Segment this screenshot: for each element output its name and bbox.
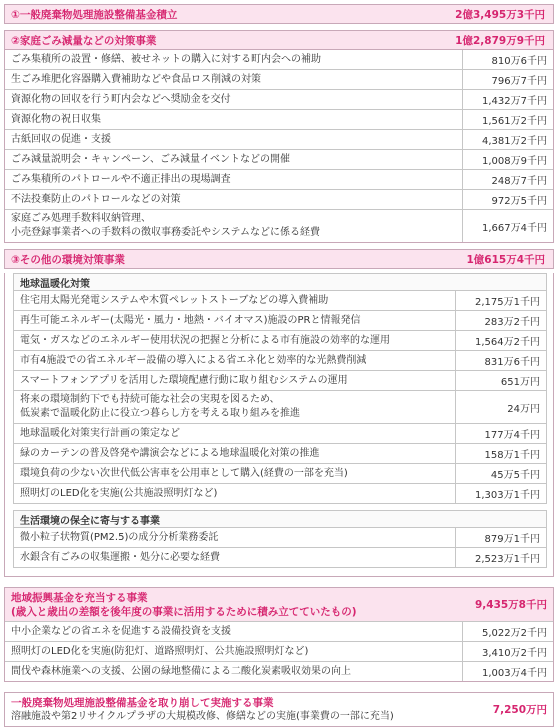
row-amount: 879万1千円 <box>484 534 540 545</box>
group-living-environment <box>13 510 547 568</box>
row-amount: 45万5千円 <box>490 470 540 481</box>
row-label: ごみ集積所のパトロールや不適正排出の現場調査 <box>5 170 463 189</box>
table-row <box>5 622 553 642</box>
section-3-amount: 1億615万4千円 <box>466 253 545 266</box>
section-2-title: ②家庭ごみ減量などの対策事業 <box>11 34 157 47</box>
row-amount: 1,561万2千円 <box>482 116 547 127</box>
row-label: 再生可能エネルギー(太陽光・風力・地熱・バイオマス)施設のPRと情報発信 <box>14 311 456 330</box>
section-3-header <box>4 249 554 269</box>
row-label: 古紙回収の促進・支援 <box>5 130 463 149</box>
row-label-line-2: 小売登録事業者への手数料の徴収事務委託やシステムなどに係る経費 <box>11 227 320 238</box>
section-1-title: ①一般廃棄物処理施設整備基金積立 <box>11 8 178 21</box>
section-4-title <box>5 588 433 621</box>
section-1-header <box>4 4 554 24</box>
section-3 <box>4 249 554 577</box>
section-2 <box>4 30 554 243</box>
row-label-line-1: 将来の環境制約下でも持続可能な社会の実現を図るため、 <box>20 394 280 405</box>
table-row <box>5 642 553 662</box>
row-amount: 177万4千円 <box>484 430 540 441</box>
row-amount: 283万2千円 <box>484 317 540 328</box>
section-5 <box>4 692 554 727</box>
row-amount: 2,523万1千円 <box>475 554 540 565</box>
row-label <box>5 210 463 242</box>
section-2-amount: 1億2,879万9千円 <box>455 34 545 47</box>
budget-document <box>4 4 554 727</box>
row-label: ごみ減量説明会・キャンペーン、ごみ減量イベントなどの開催 <box>5 150 463 169</box>
section-4-title-line-2: (歳入と歳出の差額を後年度の事業に活用するために積み立てていたもの) <box>11 606 357 618</box>
table-row <box>5 662 553 681</box>
row-amount: 810万6千円 <box>491 56 547 67</box>
section-5-text <box>5 693 453 726</box>
table-row <box>14 528 546 548</box>
row-label: 照明灯のLED化を実施(防犯灯、道路照明灯、公共施設照明灯など) <box>5 642 463 661</box>
table-row <box>5 150 553 170</box>
row-label: 地球温暖化対策実行計画の策定など <box>14 424 456 443</box>
table-row <box>14 484 546 503</box>
table-row <box>14 548 546 567</box>
group-title: 生活環境の保全に寄与する事業 <box>14 511 546 528</box>
row-label: 水銀含有ごみの収集運搬・処分に必要な経費 <box>14 548 456 567</box>
row-label: 不法投棄防止のパトロールなどの対策 <box>5 190 463 209</box>
table-row <box>5 170 553 190</box>
table-row <box>5 90 553 110</box>
table-row <box>5 50 553 70</box>
table-row <box>14 351 546 371</box>
row-label: スマートフォンアプリを活用した環境配慮行動に取り組むシステムの運用 <box>14 371 456 390</box>
row-label: 電気・ガスなどのエネルギー使用状況の把握と分析による市有施設の効率的な運用 <box>14 331 456 350</box>
row-label: 市有4施設での省エネルギー設備の導入による省エネ化と効率的な光熱費削減 <box>14 351 456 370</box>
section-5-label: 溶融施設や第2リサイクルプラザの大規模改修、修繕などの実施(事業費の一部に充当) <box>11 711 394 722</box>
group-global-warming <box>13 273 547 504</box>
section-2-header <box>4 30 554 50</box>
row-amount: 972万5千円 <box>491 196 547 207</box>
section-3-body <box>4 273 554 577</box>
table-row <box>5 110 553 130</box>
row-label: 住宅用太陽光発電システムや木質ペレットストーブなどの導入費補助 <box>14 291 456 310</box>
table-row <box>14 331 546 351</box>
row-label: 資源化物の回収を行う町内会などへ奨励金を交付 <box>5 90 463 109</box>
table-row <box>14 291 546 311</box>
row-amount: 3,410万2千円 <box>482 648 547 659</box>
row-amount: 2,175万1千円 <box>475 297 540 308</box>
row-label: 間伐や森林施業への支援、公園の緑地整備による二酸化炭素吸収効果の向上 <box>5 662 463 681</box>
section-5-amount: 7,250万円 <box>492 703 547 716</box>
row-label: 生ごみ堆肥化容器購入費補助などや食品ロス削減の対策 <box>5 70 463 89</box>
row-amount: 1,564万2千円 <box>475 337 540 348</box>
row-amount: 651万円 <box>500 377 540 388</box>
section-2-table <box>4 50 554 243</box>
row-amount: 158万1千円 <box>484 450 540 461</box>
table-row <box>5 190 553 210</box>
row-label: ごみ集積所の設置・修繕、被せネットの購入に対する町内会への補助 <box>5 50 463 69</box>
table-row <box>14 444 546 464</box>
row-amount: 1,432万7千円 <box>482 96 547 107</box>
row-amount: 4,381万2千円 <box>482 136 547 147</box>
table-row <box>14 464 546 484</box>
table-row <box>5 130 553 150</box>
table-row <box>14 424 546 444</box>
row-label-line-1: 家庭ごみ処理手数料収納管理、 <box>11 213 151 224</box>
table-row <box>5 210 553 242</box>
section-4-header <box>5 588 553 622</box>
table-row <box>14 311 546 331</box>
section-3-title: ③その他の環境対策事業 <box>11 253 125 266</box>
row-label: 緑のカーテンの普及啓発や講演会などによる地球温暖化対策の推進 <box>14 444 456 463</box>
section-5-title: 一般廃棄物処理施設整備基金を取り崩して実施する事業 <box>11 697 274 709</box>
section-4 <box>4 587 554 682</box>
row-amount: 1,008万9千円 <box>482 156 547 167</box>
row-label: 環境負荷の少ない次世代低公害車を公用車として購入(経費の一部を充当) <box>14 464 456 483</box>
table-row <box>14 371 546 391</box>
row-amount: 796万7千円 <box>491 76 547 87</box>
row-label: 微小粒子状物質(PM2.5)の成分分析業務委託 <box>14 528 456 547</box>
table-row <box>5 70 553 90</box>
row-label <box>14 391 456 423</box>
row-amount: 24万円 <box>507 403 540 415</box>
section-4-title-line-1: 地域振興基金を充当する事業 <box>11 592 148 604</box>
row-label: 中小企業などの省エネを促進する設備投資を支援 <box>5 622 463 641</box>
row-amount: 248万7千円 <box>491 176 547 187</box>
row-label-line-2: 低炭素で温暖化防止に役立つ暮らし方を考える取り組みを推進 <box>20 408 300 419</box>
table-row <box>14 391 546 424</box>
row-label: 資源化物の祝日収集 <box>5 110 463 129</box>
group-title: 地球温暖化対策 <box>14 274 546 291</box>
row-label: 照明灯のLED化を実施(公共施設照明灯など) <box>14 484 456 503</box>
row-amount: 1,003万4千円 <box>482 668 547 679</box>
row-amount: 5,022万2千円 <box>482 628 547 639</box>
section-1-amount: 2億3,495万3千円 <box>455 8 545 21</box>
section-5-row <box>5 693 553 726</box>
row-amount: 831万6千円 <box>484 357 540 368</box>
row-amount: 1,667万4千円 <box>482 222 547 234</box>
row-amount: 1,303万1千円 <box>475 490 540 501</box>
section-4-amount: 9,435万8千円 <box>474 598 547 611</box>
